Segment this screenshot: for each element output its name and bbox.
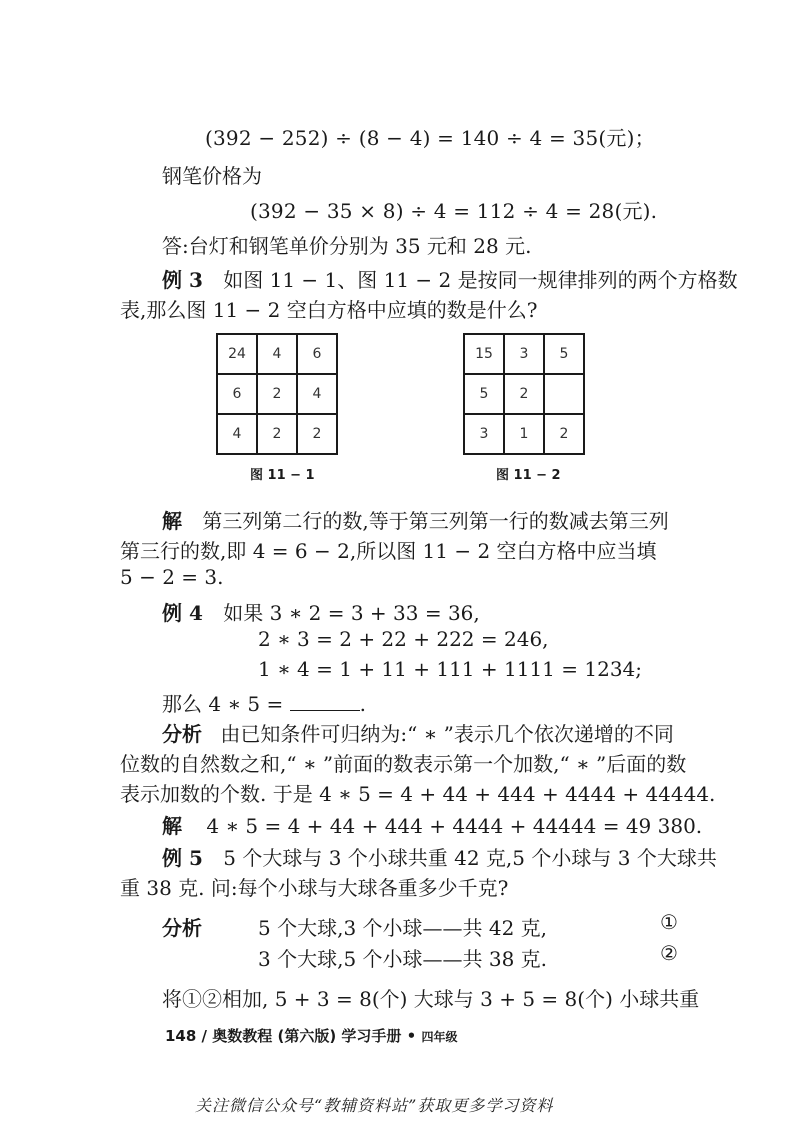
figure-11-1-grid — [216, 333, 338, 455]
analysis-text: 由已知条件可归纳为:“ ∗ ”表示几个依次递增的不同 — [220, 722, 674, 746]
grid-cell: 15 — [464, 334, 504, 374]
grid-cell: 4 — [297, 374, 337, 414]
text-pen-price: 钢笔价格为 — [162, 164, 262, 188]
analysis-label: 分析 — [162, 722, 202, 746]
grid-cell: 6 — [217, 374, 257, 414]
watermark-text: 关注微信公众号“教辅资料站”获取更多学习资料 — [195, 1096, 554, 1115]
example-text: 如果 3 ∗ 2 = 3 + 33 = 36, — [223, 601, 480, 625]
example-5-line-2: 重 38 克. 问:每个小球与大球各重多少千克? — [120, 876, 509, 900]
equation-mark-1: ① — [660, 910, 678, 934]
page-number: 148 — [165, 1027, 197, 1045]
example-label: 例 3 — [162, 268, 203, 292]
solution-3-line-2: 第三行的数,即 4 = 6 − 2,所以图 11 − 2 空白方格中应当填 — [120, 539, 657, 563]
analysis-4 — [162, 718, 674, 747]
question-text: 那么 4 ∗ 5 = — [162, 692, 284, 716]
grid-cell: 6 — [297, 334, 337, 374]
grid-cell: 2 — [257, 414, 297, 454]
question-end: . — [359, 692, 366, 716]
example-3-cont: 表,那么图 11 − 2 空白方格中应填的数是什么? — [120, 298, 538, 322]
grade-label: 四年级 — [421, 1030, 458, 1044]
example-label: 例 5 — [162, 846, 203, 870]
answer-blank — [290, 692, 360, 711]
page-footer — [165, 1025, 457, 1046]
grid-cell: 2 — [257, 374, 297, 414]
grid-cell: 1 — [504, 414, 544, 454]
grid-cell: 3 — [504, 334, 544, 374]
grid-cell: 2 — [504, 374, 544, 414]
solution-label: 解 — [162, 509, 182, 533]
example-4 — [162, 597, 480, 626]
last-line: 将①②相加, 5 + 3 = 8(个) 大球与 3 + 5 = 8(个) 小球共重 — [162, 987, 700, 1011]
equation-line-1: (392 − 252) ÷ (8 − 4) = 140 ÷ 4 = 35(元)； — [205, 126, 655, 150]
example-4-line-3: 1 ∗ 4 = 1 + 11 + 111 + 1111 = 1234; — [258, 657, 643, 681]
grid-cell: 2 — [544, 414, 584, 454]
grid-cell: 4 — [257, 334, 297, 374]
solution-label: 解 — [162, 814, 182, 838]
book-title: / 奥数教程 (第六版) 学习手册 • — [201, 1027, 417, 1045]
solution-3 — [162, 505, 669, 534]
solution-text: 4 ∗ 5 = 4 + 44 + 444 + 4444 + 44444 = 49 380. — [206, 814, 703, 838]
analysis-4-line-2: 位数的自然数之和,“ ∗ ”前面的数表示第一个加数,“ ∗ ”后面的数 — [120, 752, 687, 776]
example-label: 例 4 — [162, 601, 203, 625]
grid-cell: 4 — [217, 414, 257, 454]
grid-cell: 3 — [464, 414, 504, 454]
equation-mark-2: ② — [660, 941, 678, 965]
grid-cell: 2 — [297, 414, 337, 454]
solution-4 — [162, 810, 702, 839]
analysis-5-line-1: 5 个大球,3 个小球——共 42 克, — [258, 916, 548, 940]
analysis-5-label: 分析 — [162, 916, 202, 940]
figure-11-2-caption: 图 11 − 2 — [496, 468, 561, 483]
solution-text: 第三列第二行的数,等于第三列第一行的数减去第三列 — [202, 509, 669, 533]
example-text: 5 个大球与 3 个小球共重 42 克,5 个小球与 3 个大球共 — [223, 846, 717, 870]
example-4-line-2: 2 ∗ 3 = 2 + 22 + 222 = 246, — [258, 627, 549, 651]
analysis-5-line-2: 3 个大球,5 个小球——共 38 克. — [258, 947, 548, 971]
figure-11-1-caption: 图 11 − 1 — [250, 468, 315, 483]
example-4-question — [162, 688, 366, 717]
grid-cell: 5 — [544, 334, 584, 374]
solution-3-line-3: 5 − 2 = 3. — [120, 565, 224, 589]
grid-cell: 24 — [217, 334, 257, 374]
example-5 — [162, 842, 717, 871]
answer-line: 答:台灯和钢笔单价分别为 35 元和 28 元. — [162, 234, 532, 258]
equation-line-2: (392 − 35 × 8) ÷ 4 = 112 ÷ 4 = 28(元). — [250, 199, 658, 223]
grid-cell-blank — [544, 374, 584, 414]
figure-11-2-grid — [463, 333, 585, 455]
grid-cell: 5 — [464, 374, 504, 414]
example-3 — [162, 264, 738, 293]
example-text: 如图 11 − 1、图 11 − 2 是按同一规律排列的两个方格数 — [223, 268, 738, 292]
analysis-4-line-3: 表示加数的个数. 于是 4 ∗ 5 = 4 + 44 + 444 + 4444 + 44444. — [120, 782, 716, 806]
